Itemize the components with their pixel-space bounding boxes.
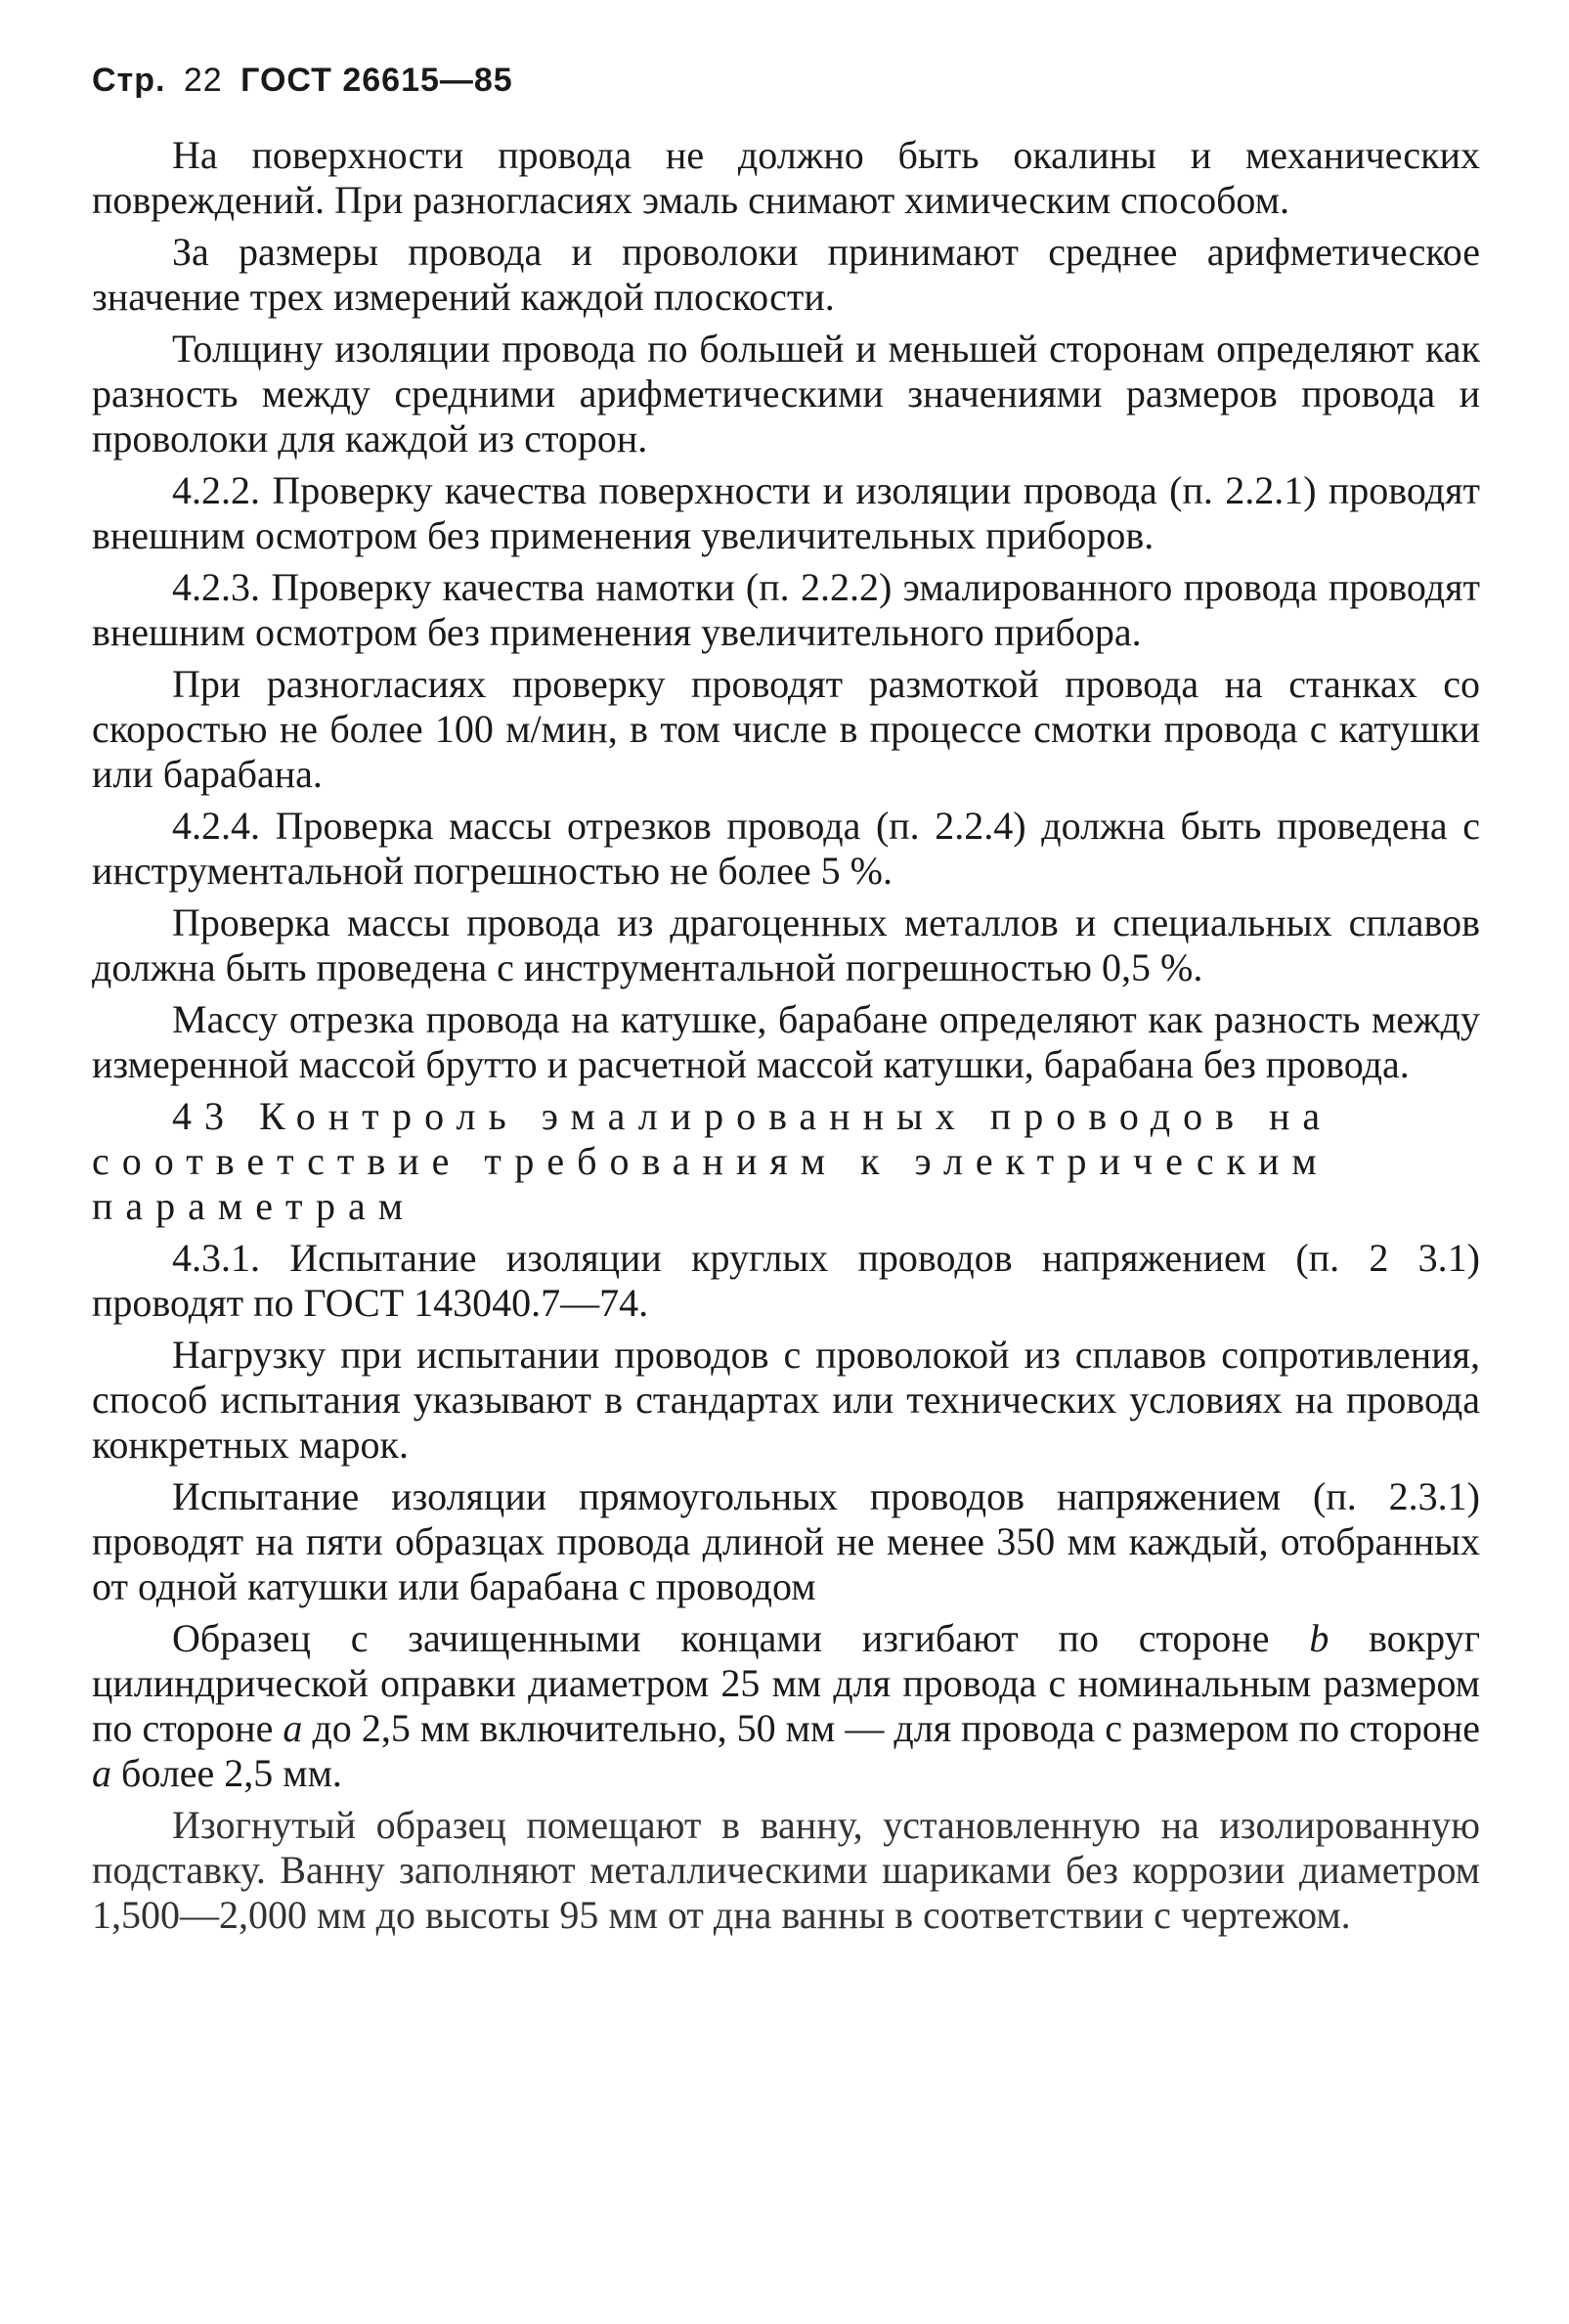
paragraph-insulation-thickness: Толщину изоляции провода по большей и меньшей сторонам определяют как разность между средними арифметическими значениями размеров провода и проволоки для каждой из сторон. <box>92 327 1480 460</box>
variable-a: a <box>283 1706 303 1750</box>
paragraph-bend-sample <box>92 1616 1480 1796</box>
paragraph-4-2-4: 4.2.4. Проверка массы отрезков провода (п. 2.2.4) должна быть проведена с инструментальной погрешностью не более 5 %. <box>92 804 1480 893</box>
paragraph-4-2-2: 4.2.2. Проверку качества поверхности и изоляции провода (п. 2.2.1) проводят внешним осмотром без применения увеличительных приборов. <box>92 468 1480 557</box>
paragraph-alloy-load: Нагрузку при испытании проводов с проволокой из сплавов сопротивления, способ испытания указывают в стандартах или технических условиях на провода конкретных марок. <box>92 1333 1480 1467</box>
paragraph-dimensions: За размеры провода и проволоки принимают среднее арифметическое значение трех измерений каждой плоскости. <box>92 230 1480 319</box>
paragraph-spool-mass: Массу отрезка провода на катушке, барабане определяют как разность между измеренной массой брутто и расчетной массой катушки, барабана без провода. <box>92 997 1480 1086</box>
paragraph-disagreement-rewind: При разногласиях проверку проводят размоткой провода на станках со скоростью не более 100 м/мин, в том числе в процессе смотки провода с катушки или барабана. <box>92 662 1480 796</box>
paragraph-surface: На поверхности провода не должно быть окалины и механических повреждений. При разногласиях эмаль снимают химическим способом. <box>92 133 1480 222</box>
section-heading-4-3: 43 Контроль эмалированных проводов на соответствие требованиям к электрическим параметрам <box>92 1094 1333 1228</box>
paragraph-4-2-3: 4.2.3. Проверку качества намотки (п. 2.2.2) эмалированного провода проводят внешним осмотром без применения увеличительного прибора. <box>92 565 1480 654</box>
paragraph-4-3-1: 4.3.1. Испытание изоляции круглых проводов напряжением (п. 2 3.1) проводят по ГОСТ 143040.7—74. <box>92 1236 1480 1325</box>
document-page <box>92 59 1480 1945</box>
page-number: 22 <box>183 62 223 99</box>
standard-number: ГОСТ 26615—85 <box>240 62 513 99</box>
paragraph-rectangular-test: Испытание изоляции прямоугольных проводов напряжением (п. 2.3.1) проводят на пяти образцах провода длиной не менее 350 мм каждый, отобранных от одной катушки или барабана с проводом <box>92 1474 1480 1608</box>
bend-text-2: вокруг цилиндрической оправки диаметром 25 мм для провода с номинальным размером по стороне <box>92 1616 1480 1750</box>
bend-text-3: до 2,5 мм включительно, 50 мм — для провода с размером по стороне <box>302 1706 1480 1750</box>
page-label: Стр. <box>92 62 166 99</box>
bend-text-1: Образец с зачищенными концами изгибают по стороне <box>172 1616 1310 1660</box>
bend-text-4: более 2,5 мм. <box>111 1751 342 1795</box>
variable-a: a <box>92 1751 111 1795</box>
paragraph-bath-setup: Изогнутый образец помещают в ванну, установленную на изолированную подставку. Ванну заполняют металлическими шариками без коррозии диаметром 1,500—2,000 мм до высоты 95 мм от дна ванны в соответствии с чертежом. <box>92 1803 1480 1937</box>
paragraph-precious-metals: Проверка массы провода из драгоценных металлов и специальных сплавов должна быть проведена с инструментальной погрешностью 0,5 %. <box>92 900 1480 989</box>
page-header <box>92 59 1480 102</box>
variable-b: b <box>1309 1616 1329 1660</box>
